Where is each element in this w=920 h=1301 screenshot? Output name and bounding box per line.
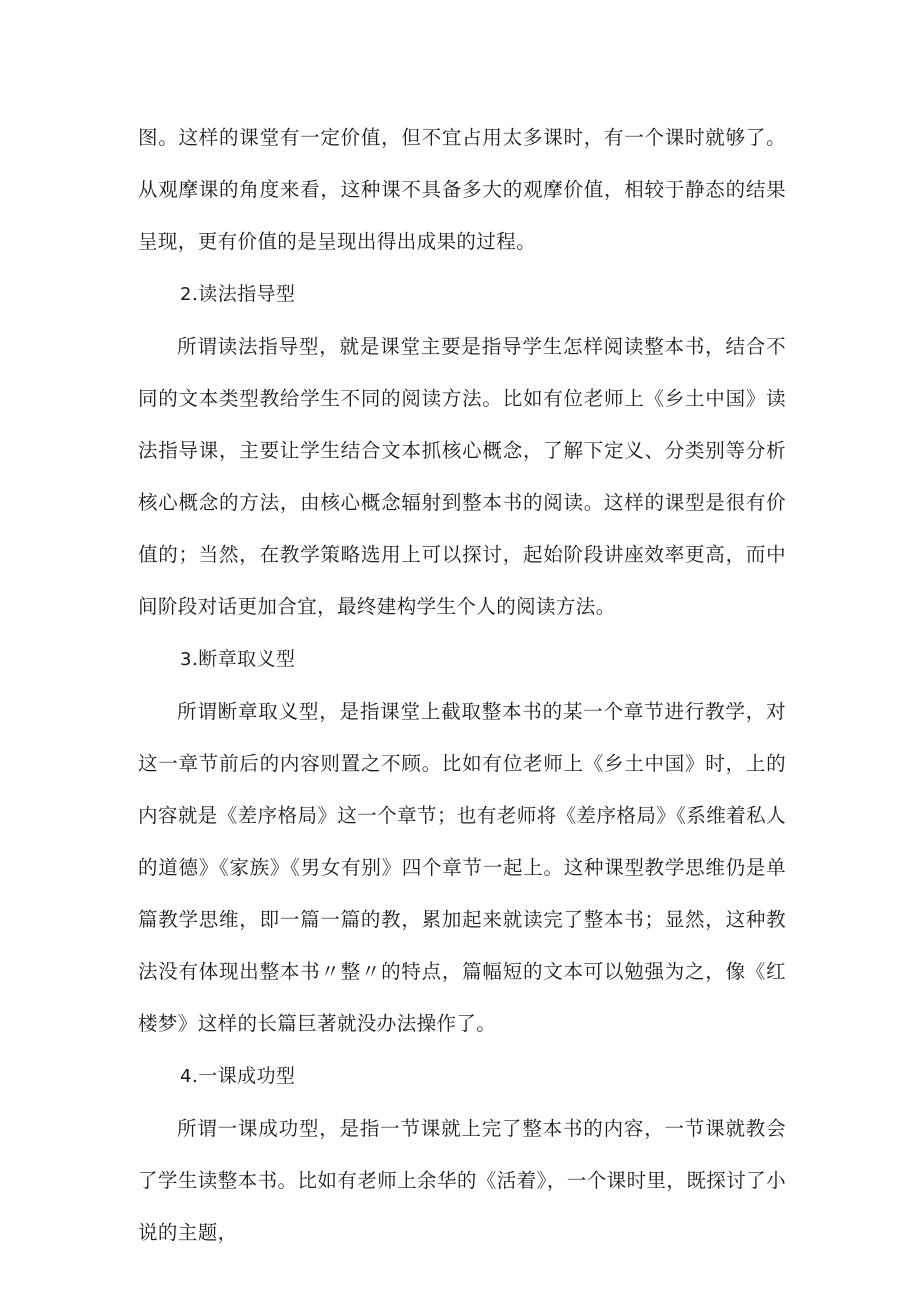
paragraph-reading-guidance: 所谓读法指导型，就是课堂主要是指导学生怎样阅读整本书，结合不同的文本类型教给学生不同的阅读方法。比如有位老师上《乡土中国》读法指导课，主要让学生结合文本抓核心概念，了解下定义、分类别等分析核心概念的方法，由核心概念辐射到整本书的阅读。这样的课型是很有价值的；当然，在教学策略选用上可以探讨，起始阶段讲座效率更高，而中间阶段对话更加合宜，最终建构学生个人的阅读方法。 bbox=[138, 335, 786, 618]
section-title: .断章取义型 bbox=[191, 648, 296, 670]
section-heading-4 bbox=[138, 1050, 786, 1103]
section-heading-2 bbox=[138, 268, 786, 321]
section-title: .读法指导型 bbox=[191, 283, 296, 305]
paragraph-chapter-excerpt: 所谓断章取义型，是指课堂上截取整本书的某一个章节进行教学，对这一章节前后的内容则置之不顾。比如有位老师上《乡土中国》时，上的内容就是《差序格局》这一个章节；也有老师将《差序格局》《系维着私人的道德》《家族》《男女有别》四个章节一起上。这种课型教学思维仍是单篇教学思维，即一篇一篇的教，累加起来就读完了整本书；显然，这种教法没有体现出整本书〃整〃的特点，篇幅短的文本可以勉强为之，像《红楼梦》这样的长篇巨著就没办法操作了。 bbox=[138, 700, 786, 1035]
section-number: 2 bbox=[180, 284, 192, 305]
section-heading-3 bbox=[138, 633, 786, 686]
section-number: 3 bbox=[180, 649, 192, 670]
section-title: .一课成功型 bbox=[191, 1065, 296, 1087]
section-number: 4 bbox=[180, 1066, 192, 1087]
document-body bbox=[138, 112, 786, 1259]
paragraph-intro-continuation: 图。这样的课堂有一定价值，但不宜占用太多课时，有一个课时就够了。从观摩课的角度来看，这种课不具备多大的观摩价值，相较于静态的结果呈现，更有价值的是呈现出得出成果的过程。 bbox=[138, 126, 786, 253]
paragraph-one-lesson: 所谓一课成功型，是指一节课就上完了整本书的内容，一节课就教会了学生读整本书。比如有老师上余华的《活着》，一个课时里，既探讨了小说的主题， bbox=[138, 1117, 786, 1244]
